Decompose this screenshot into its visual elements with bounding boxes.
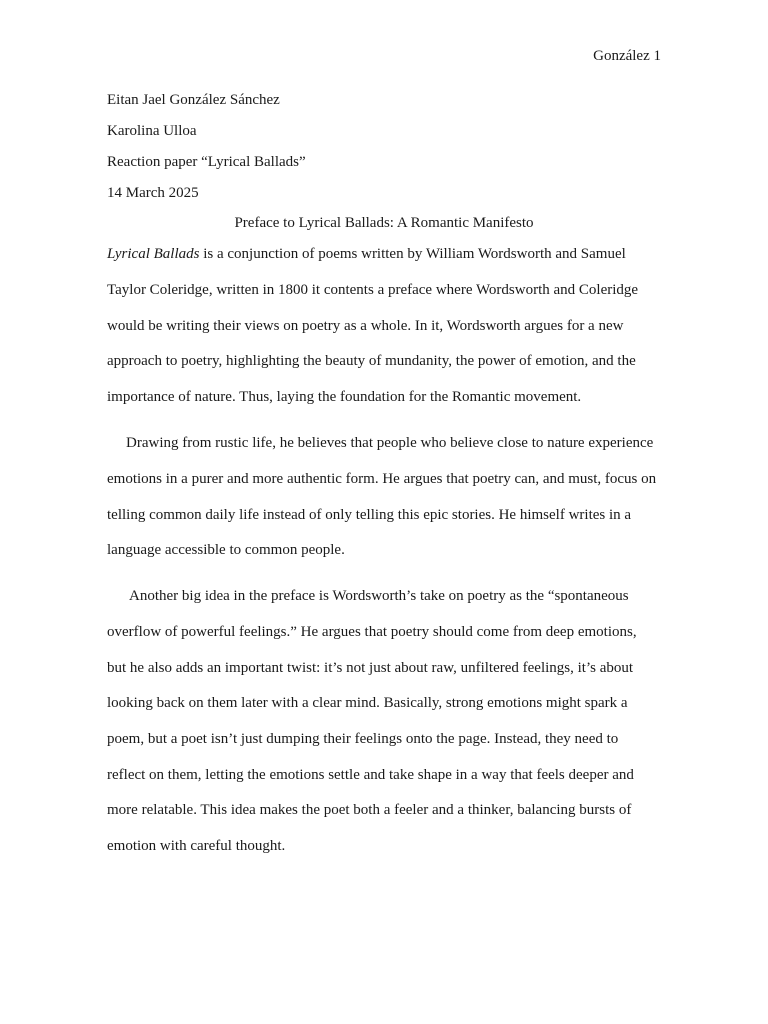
page-number-header: González 1 — [593, 48, 661, 64]
paragraph-3-line-7: more relatable. This idea makes the poet both a feeler and a thinker, balancing bursts of — [107, 802, 632, 818]
paper-title: Preface to Lyrical Ballads: A Romantic Manifesto — [234, 215, 534, 231]
paragraph-2-line-2: emotions in a purer and more authentic form. He argues that poetry can, and must, focus on — [107, 471, 657, 487]
paragraph-3-line-5: poem, but a poet isn’t just dumping their feelings onto the page. Instead, they need to — [107, 731, 619, 747]
paragraph-2-line-1: Drawing from rustic life, he believes that people who believe close to nature experience — [126, 435, 654, 451]
paragraph-2-line-4: language accessible to common people. — [107, 542, 345, 558]
paragraph-3-line-4: looking back on them later with a clear mind. Basically, strong emotions might spark a — [107, 695, 628, 711]
paragraph-3-line-3: but he also adds an important twist: it’s not just about raw, unfiltered feelings, it’s about — [107, 660, 634, 676]
instructor-name: Karolina Ulloa — [107, 123, 197, 139]
paragraph-1-line-4: approach to poetry, highlighting the beauty of mundanity, the power of emotion, and the — [107, 353, 636, 369]
paragraph-1-line-2: Taylor Coleridge, written in 1800 it contents a preface where Wordsworth and Coleridge — [107, 282, 639, 298]
paragraph-1-line-5: importance of nature. Thus, laying the foundation for the Romantic movement. — [107, 389, 582, 405]
paragraph-3-line-1: Another big idea in the preface is Wordsworth’s take on poetry as the “spontaneous — [129, 588, 629, 604]
paragraph-3-line-2: overflow of powerful feelings.” He argues that poetry should come from deep emotions, — [107, 624, 637, 640]
paragraph-2-line-3: telling common daily life instead of only telling this epic stories. He himself writes in a — [107, 507, 632, 523]
date: 14 March 2025 — [107, 185, 199, 201]
paragraph-3-line-8: emotion with careful thought. — [107, 838, 286, 854]
paragraph-1-line-3: would be writing their views on poetry as a whole. In it, Wordsworth argues for a new — [107, 318, 624, 334]
book-title-italic: Lyrical Ballads — [107, 246, 200, 262]
course-name: Reaction paper “Lyrical Ballads” — [107, 154, 306, 170]
paragraph-3-line-6: reflect on them, letting the emotions settle and take shape in a way that feels deeper and — [107, 767, 634, 783]
mla-heading — [107, 90, 661, 214]
paragraph-1-line-1 — [107, 244, 626, 264]
author-name: Eitan Jael González Sánchez — [107, 92, 280, 108]
line-text: is a conjunction of poems written by William Wordsworth and Samuel — [199, 246, 626, 262]
